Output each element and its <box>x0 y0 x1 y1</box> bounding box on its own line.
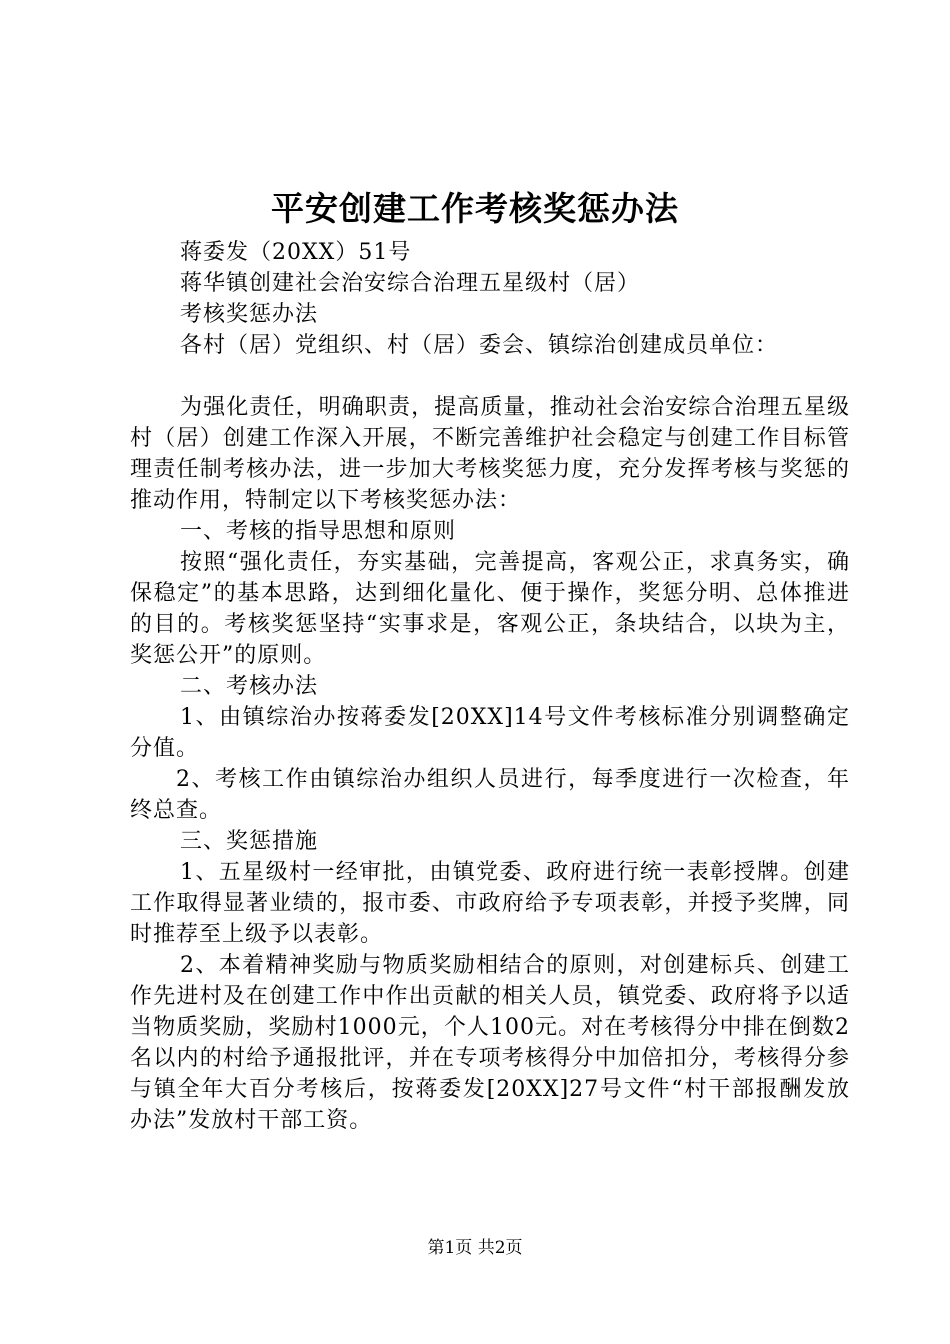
section-3-item-2: 2、本着精神奖励与物质奖励相结合的原则，对创建标兵、创建工作先进村及在创建工作中作出贡献的相关人员，镇党委、政府将予以适当物质奖励，奖励村1000元，个人100元。对在考核得分中排在倒数2名以内的村给予通报批评，并在专项考核得分中加倍扣分，考核得分参与镇全年大百分考核后，按蒋委发[20XX]27号文件“村干部报酬发放办法”发放村干部工资。 <box>130 953 850 1133</box>
subtitle-line-1: 蒋华镇创建社会治安综合治理五星级村（居） <box>180 271 641 296</box>
document-title: 平安创建工作考核奖惩办法 <box>271 189 679 228</box>
addressee: 各村（居）党组织、村（居）委会、镇综治创建成员单位： <box>180 333 779 358</box>
section-2-item-2: 2、考核工作由镇综治办组织人员进行，每季度进行一次检查，年终总查。 <box>130 767 850 823</box>
subtitle-line-2: 考核奖惩办法 <box>180 302 319 327</box>
intro-paragraph: 为强化责任，明确职责，提高质量，推动社会治安综合治理五星级村（居）创建工作深入开展，不断完善维护社会稳定与创建工作目标管理责任制考核办法，进一步加大考核奖惩力度，充分发挥考核与奖惩的推动作用，特制定以下考核奖惩办法： <box>130 395 850 513</box>
section-3-heading: 三、奖惩措施 <box>180 829 319 854</box>
blank-line <box>130 361 850 392</box>
section-2-item-1: 1、由镇综治办按蒋委发[20XX]14号文件考核标准分别调整确定分值。 <box>130 705 850 761</box>
document-number: 蒋委发（20XX）51号 <box>180 240 412 265</box>
section-1-paragraph: 按照“强化责任，夯实基础，完善提高，客观公正，求真务实，确保稳定”的基本思路，达到细化量化、便于操作，奖惩分明、总体推进的目的。考核奖惩坚持“实事求是，客观公正，条块结合，以块为主，奖惩公开”的原则。 <box>130 550 850 668</box>
section-3-item-1: 1、五星级村一经审批，由镇党委、政府进行统一表彰授牌。创建工作取得显著业绩的，报市委、市政府给予专项表彰，并授予奖牌，同时推荐至上级予以表彰。 <box>130 860 850 947</box>
section-2-heading: 二、考核办法 <box>180 674 319 699</box>
page-footer: 第1页 共2页 <box>427 1238 523 1258</box>
document-body <box>130 237 850 1136</box>
section-1-heading: 一、考核的指导思想和原则 <box>180 519 457 544</box>
